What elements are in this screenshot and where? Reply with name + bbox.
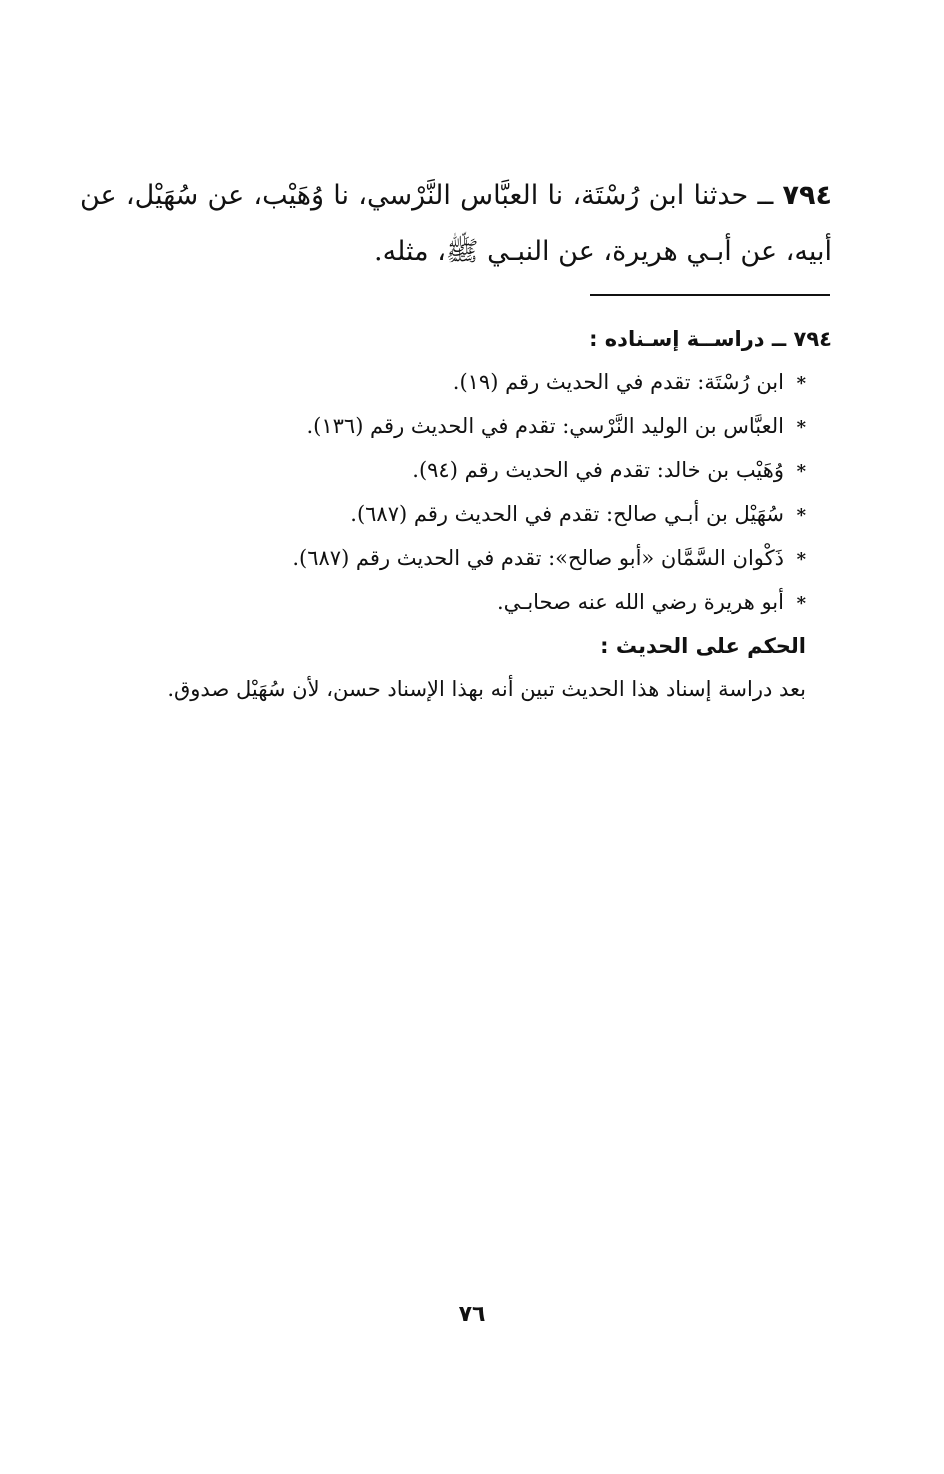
hadith-paragraph [80,168,832,280]
asterisk-icon: * [796,417,806,438]
narrator-text: ابن رُسْتَة: تقدم في الحديث رقم (١٩). [452,370,784,394]
narrator-list [102,361,832,625]
hadith-text: ــ حدثنا ابن رُسْتَة، نا العبَّاس النَّرْسي، نا وُهَيْب، عن سُهَيْل، عن أبيه، عن أبـي هريرة، عن النبـي ﷺ، مثله. [80,180,832,267]
asterisk-icon: * [796,549,806,570]
narrator-item [102,581,806,625]
page-number: ٧٦ [458,1302,486,1327]
asterisk-icon: * [796,505,806,526]
isnad-study-section [102,318,832,711]
asterisk-icon: * [796,373,806,394]
narrator-item [102,449,806,493]
narrator-text: سُهَيْل بن أبـي صالح: تقدم في الحديث رقم (٦٨٧). [350,502,784,526]
narrator-text: ذَكْوان السَّمَّان «أبو صالح»: تقدم في الحديث رقم (٦٨٧). [292,546,784,570]
narrator-text: وُهَيْب بن خالد: تقدم في الحديث رقم (٩٤). [412,458,784,482]
narrator-text: أبو هريرة رضي الله عنه صحابـي. [496,590,784,614]
asterisk-icon: * [796,461,806,482]
narrator-text: العبَّاس بن الوليد النَّرْسي: تقدم في الحديث رقم (١٣٦). [306,414,784,438]
narrator-item [102,493,806,537]
isnad-study-heading: ٧٩٤ ــ دراســة إسـناده : [589,327,832,351]
verdict-text: بعد دراسة إسناد هذا الحديث تبين أنه بهذا الإسناد حسن، لأن سُهَيْل صدوق. [167,677,806,701]
narrator-item [102,537,806,581]
narrator-item [102,361,806,405]
verdict-heading: الحكم على الحديث : [600,634,806,658]
narrator-item [102,405,806,449]
asterisk-icon: * [796,593,806,614]
hadith-number: ٧٩٤ [782,180,832,211]
footnote-separator [590,294,830,296]
